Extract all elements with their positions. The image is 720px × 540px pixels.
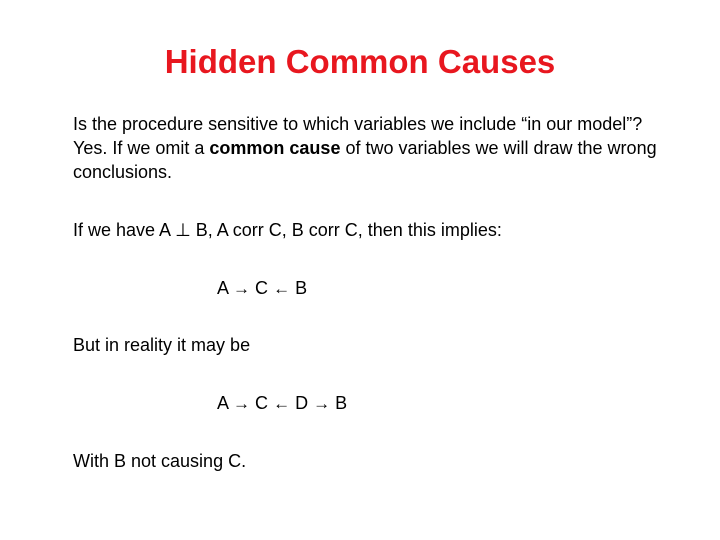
node-b: B	[295, 278, 308, 298]
implied-causal-chain	[217, 276, 307, 301]
left-arrow-icon: ←	[273, 279, 291, 298]
intro-text-end: of two variables we will draw the wrong conclusions.	[73, 138, 657, 182]
common-cause-emphasis: common cause	[209, 138, 341, 158]
node-c: C	[255, 278, 269, 298]
node-c: C	[255, 393, 269, 413]
intro-paragraph	[73, 112, 673, 184]
actual-causal-chain	[217, 391, 347, 416]
slide-title: Hidden Common Causes	[164, 43, 556, 80]
node-b: B	[335, 393, 348, 413]
node-d: D	[295, 393, 309, 413]
intro-text-start: Is the procedure sensitive to which variables we include “in our model”? Yes. If we omit a	[73, 114, 643, 158]
node-a: A	[217, 278, 229, 298]
node-a: A	[217, 393, 229, 413]
right-arrow-icon: →	[233, 279, 251, 298]
right-arrow-icon: →	[313, 394, 331, 413]
independence-statement: If we have A ⊥ B, A corr C, B corr C, then this implies:	[73, 220, 502, 240]
conclusion-statement: With B not causing C.	[73, 451, 247, 471]
reality-statement: But in reality it may be	[73, 335, 251, 355]
left-arrow-icon: ←	[273, 394, 291, 413]
right-arrow-icon: →	[233, 394, 251, 413]
